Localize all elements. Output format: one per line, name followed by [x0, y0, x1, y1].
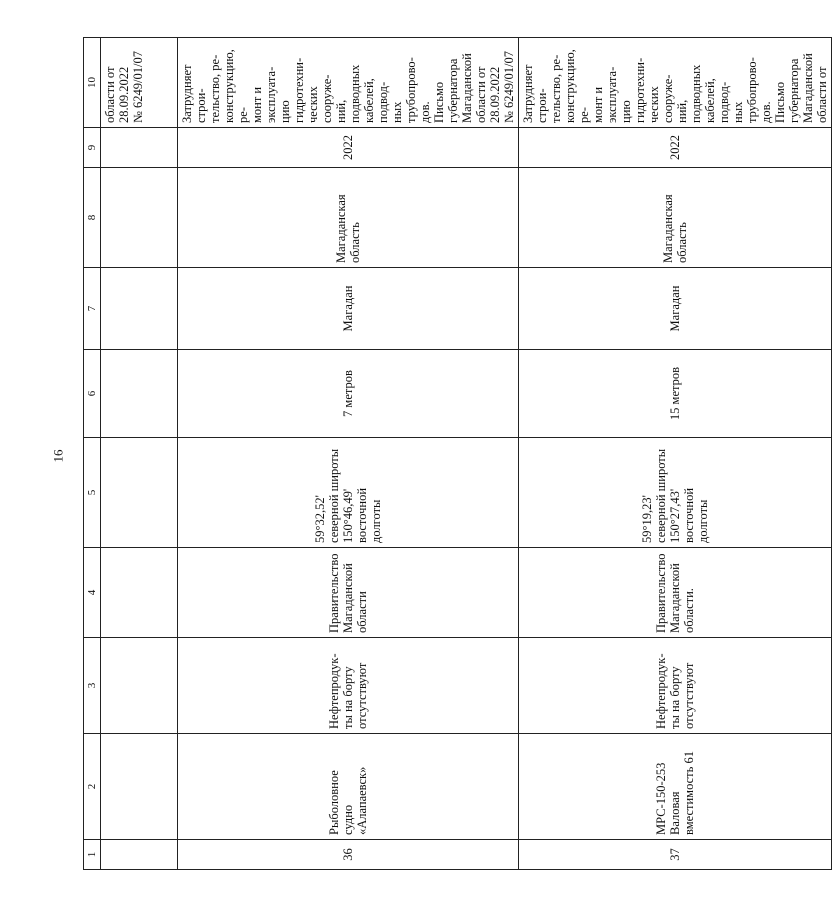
text-line: отсутствуют [355, 662, 369, 729]
text-line: ных трубопрово- [390, 57, 418, 123]
text-line: долготы [696, 499, 710, 543]
text-line: 150°46,49' [341, 488, 355, 543]
text-line: монт и эксплуата- [591, 66, 619, 123]
text-line: области [355, 591, 369, 633]
table-row [178, 38, 519, 870]
text-line: область [348, 222, 362, 263]
header-cell: 4 [84, 548, 101, 638]
text-line: ний, подводных [334, 64, 362, 123]
text-line: конструкцию, ре- [563, 49, 591, 123]
text-line: северной широты [327, 448, 341, 543]
note-cell [101, 38, 178, 128]
text-line: тельство, ре- [208, 54, 222, 123]
text-line: 28.09.2022 [488, 66, 502, 123]
text-line: «Алапаевск» [355, 766, 369, 835]
header-cell: 2 [84, 734, 101, 840]
text-line: Магаданская [661, 194, 675, 263]
year-cell: 2022 [178, 128, 519, 168]
port-cell: Магадан [178, 268, 519, 350]
text-line: Затрудняет строи- [521, 64, 549, 123]
row-number-cell: 36 [178, 840, 519, 870]
text-line: области от [815, 66, 829, 123]
text-line: Валовая [668, 791, 682, 835]
text-line: северной широты [654, 448, 668, 543]
port-cell: Магадан [519, 268, 832, 350]
text-line: Магаданской [801, 53, 815, 123]
note-cell [178, 38, 519, 128]
text-line: монт и эксплуата- [250, 66, 278, 123]
header-cell: 8 [84, 168, 101, 268]
header-cell: 9 [84, 128, 101, 168]
table-cell [101, 268, 178, 350]
text-line: Магаданской [460, 53, 474, 123]
depth-cell: 15 метров [519, 350, 832, 438]
coordinates-cell [519, 438, 832, 548]
text-line: восточной [682, 487, 696, 543]
owner-cell [519, 548, 832, 638]
text-line: 59°32,52' [313, 495, 327, 543]
text-line: 59°19,23' [640, 495, 654, 543]
text-line: конструкцию, ре- [222, 49, 250, 123]
text-line: области. [682, 588, 696, 633]
table-cell [101, 350, 178, 438]
text-line: Письмо [432, 81, 446, 123]
text-line: ты на борту [341, 666, 355, 729]
table-cell [101, 840, 178, 870]
text-line: Правительство [654, 553, 668, 633]
vessel-name-cell [178, 734, 519, 840]
text-line: цию гидротехни- [619, 57, 647, 123]
table-cell [101, 168, 178, 268]
region-cell [519, 168, 832, 268]
vessel-name-cell [519, 734, 832, 840]
text-line: кабелей, подвод- [703, 78, 731, 123]
header-cell: 6 [84, 350, 101, 438]
table-cell [101, 638, 178, 734]
text-line: губернатора [446, 58, 460, 123]
text-line: ных трубопрово- [731, 57, 759, 123]
table-cell [101, 548, 178, 638]
header-cell: 3 [84, 638, 101, 734]
text-line: области от [103, 66, 117, 123]
owner-cell [178, 548, 519, 638]
text-line: МРС-150-253 [654, 762, 668, 835]
text-line: Нефтепродук- [327, 653, 341, 729]
header-row [84, 38, 101, 870]
header-cell: 5 [84, 438, 101, 548]
table-row [519, 38, 832, 870]
text-line: 28.09.2022 [117, 66, 131, 123]
header-cell: 7 [84, 268, 101, 350]
table-cell [101, 734, 178, 840]
text-line: восточной [355, 487, 369, 543]
text-line: № 6249/01/07 [131, 51, 145, 123]
text-line: отсутствуют [682, 662, 696, 729]
text-line: ческих сооруже- [306, 74, 334, 123]
text-line: области от [474, 66, 488, 123]
header-cell: 10 [84, 38, 101, 128]
text-line: тельство, ре- [549, 54, 563, 123]
text-line: Письмо [773, 81, 787, 123]
text-line: область [675, 222, 689, 263]
text-line: дов. [418, 101, 432, 123]
sunken-vessels-table [83, 37, 832, 870]
region-cell [178, 168, 519, 268]
text-line: ты на борту [668, 666, 682, 729]
header-cell: 1 [84, 840, 101, 870]
text-line: судно [341, 804, 355, 835]
depth-cell: 7 метров [178, 350, 519, 438]
text-line: 150°27,43' [668, 488, 682, 543]
continuation-row [101, 38, 178, 870]
text-line: ческих сооруже- [647, 74, 675, 123]
text-line: Правительство [327, 553, 341, 633]
table-cell [101, 438, 178, 548]
text-line: Рыболовное [327, 770, 341, 835]
coordinates-cell [178, 438, 519, 548]
text-line: Нефтепродук- [654, 653, 668, 729]
year-cell: 2022 [519, 128, 832, 168]
text-line: дов. [759, 101, 773, 123]
text-line: № 6249/01/07 [502, 51, 516, 123]
page-number: 16 [50, 449, 66, 463]
text-line: вместимость 61 [682, 751, 696, 835]
text-line: долготы [369, 499, 383, 543]
text-line: ний, подводных [675, 64, 703, 123]
row-number-cell: 37 [519, 840, 832, 870]
text-line: Затрудняет строи- [180, 64, 208, 123]
fuel-cell [178, 638, 519, 734]
fuel-cell [519, 638, 832, 734]
table-sheet [83, 38, 829, 870]
note-cell [519, 38, 832, 128]
text-line: губернатора [787, 58, 801, 123]
text-line: Магаданской [341, 563, 355, 633]
text-line: кабелей, подвод- [362, 78, 390, 123]
text-line: Магаданской [668, 563, 682, 633]
text-line: цию гидротехни- [278, 57, 306, 123]
table-cell [101, 128, 178, 168]
text-line: Магаданская [334, 194, 348, 263]
rotated-table-frame [83, 38, 829, 870]
